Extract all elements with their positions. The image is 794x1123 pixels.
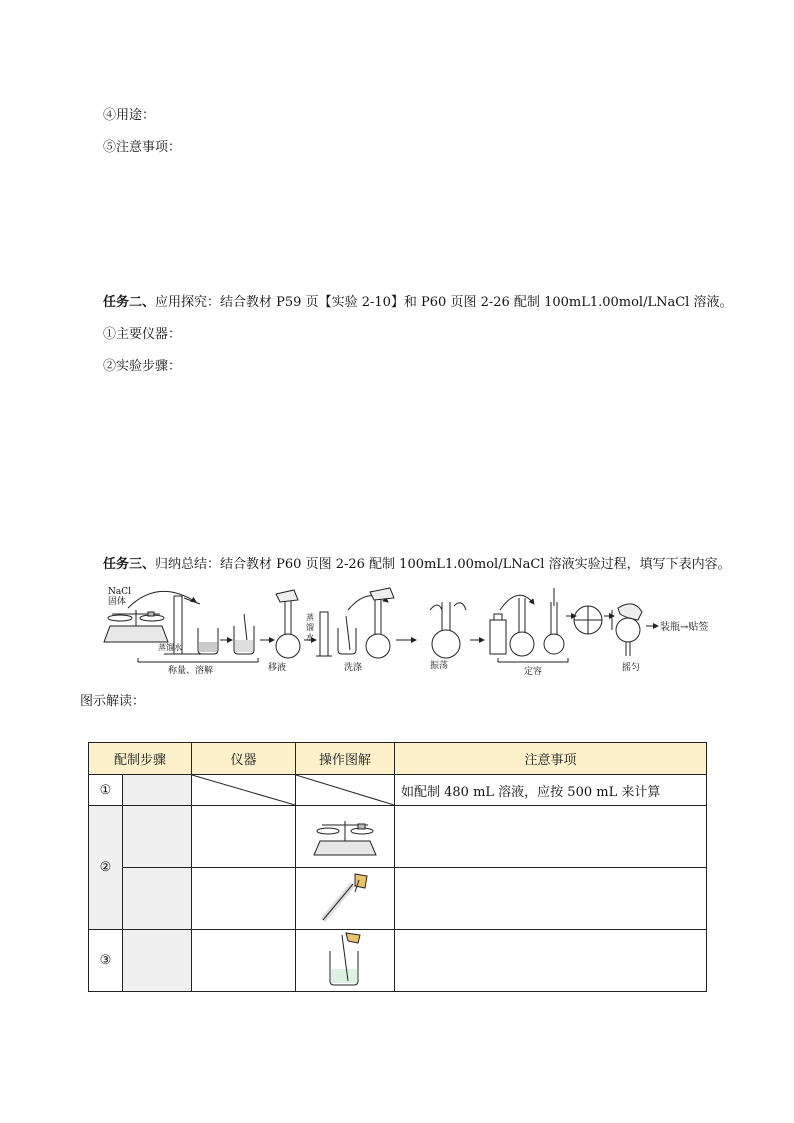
item-notes: ⑤注意事项： — [103, 140, 182, 155]
measuring-cylinder-icon — [315, 870, 375, 924]
balance-icon — [104, 610, 168, 642]
step-1-operation-blank — [296, 775, 395, 806]
wash-beaker-icon — [338, 616, 356, 654]
item-use: ④用途： — [103, 108, 156, 123]
task2-line — [103, 291, 732, 310]
step-2b-instrument — [192, 868, 296, 930]
table-row — [89, 806, 707, 868]
step-1-instrument-blank — [192, 775, 296, 806]
step-3-note — [395, 930, 707, 992]
beaker-stirring-icon — [234, 614, 254, 654]
header-instrument: 仪器 — [192, 743, 296, 775]
step-3-name — [123, 930, 192, 992]
step-1-name — [123, 775, 192, 806]
beaker-stir-icon — [320, 931, 370, 987]
step-1: ① — [89, 775, 123, 806]
task2-title: 任务二、 — [103, 295, 156, 310]
step-2: ② — [89, 806, 123, 930]
volume-flask-icon — [510, 598, 534, 656]
reagent-bottle-icon — [490, 614, 506, 654]
label-solid: 固体 — [108, 597, 127, 607]
table-header-row — [89, 743, 707, 775]
table-row — [89, 775, 707, 806]
label-weigh-dissolve: 称量、溶解 — [168, 666, 214, 676]
wash-flask-icon — [366, 588, 394, 658]
volumetric-flask-icon — [276, 590, 300, 658]
solution-prep-diagram — [98, 580, 728, 678]
step-2a-instrument — [192, 806, 296, 868]
step-2b-note — [395, 868, 707, 930]
table-row — [89, 868, 707, 930]
task2-steps: ②实验步骤： — [103, 359, 182, 374]
label-water-v1: 蒸 — [306, 613, 314, 622]
table-row — [89, 930, 707, 992]
step-2a-name — [123, 806, 192, 868]
step-2b-name — [123, 868, 192, 930]
label-water-v3: 水 — [306, 633, 314, 642]
label-shake: 振荡 — [430, 661, 449, 671]
balance-icon — [310, 811, 380, 859]
step-3: ③ — [89, 930, 123, 992]
shake-flask-icon — [430, 602, 466, 658]
label-water-v2: 馏 — [306, 623, 314, 632]
meniscus-detail-icon — [574, 606, 602, 634]
step-1-note: 如配制 480 mL 溶液，应按 500 mL 来计算 — [395, 775, 707, 806]
wash-cylinder-icon — [316, 612, 332, 656]
header-step: 配制步骤 — [89, 743, 192, 775]
task2-instruments: ①主要仪器： — [103, 327, 182, 342]
step-3-instrument — [192, 930, 296, 992]
dropper-flask-icon — [544, 588, 564, 654]
label-invert: 摇匀 — [622, 663, 641, 673]
label-nacl: NaCl — [108, 587, 132, 597]
header-operation: 操作图解 — [296, 743, 395, 775]
invert-flask-icon — [616, 604, 642, 656]
steps-table — [88, 742, 707, 992]
interpretation-label: 图示解读： — [80, 694, 146, 709]
task3-line — [103, 553, 731, 572]
step-2a-operation — [296, 806, 395, 868]
beaker-icon — [198, 628, 218, 654]
label-make-volume: 定容 — [524, 667, 543, 677]
step-2a-note — [395, 806, 707, 868]
step-2b-operation — [296, 868, 395, 930]
label-bottle: 装瓶→贴签 — [660, 622, 709, 633]
task2-text: 应用探究：结合教材 P59 页【实验 2-10】和 P60 页图 2-26 配制 100mL1.00mol/LNaCl 溶液。 — [155, 295, 733, 310]
header-notes: 注意事项 — [395, 743, 707, 775]
task3-title: 任务三、 — [103, 557, 156, 572]
label-transfer: 移液 — [268, 663, 287, 673]
label-wash: 洗涤 — [344, 663, 363, 673]
step-3-operation — [296, 930, 395, 992]
label-water: 蒸馏水 — [158, 643, 182, 652]
task3-text: 归纳总结：结合教材 P60 页图 2-26 配制 100mL1.00mol/LNaCl 溶液实验过程，填写下表内容。 — [155, 557, 731, 572]
